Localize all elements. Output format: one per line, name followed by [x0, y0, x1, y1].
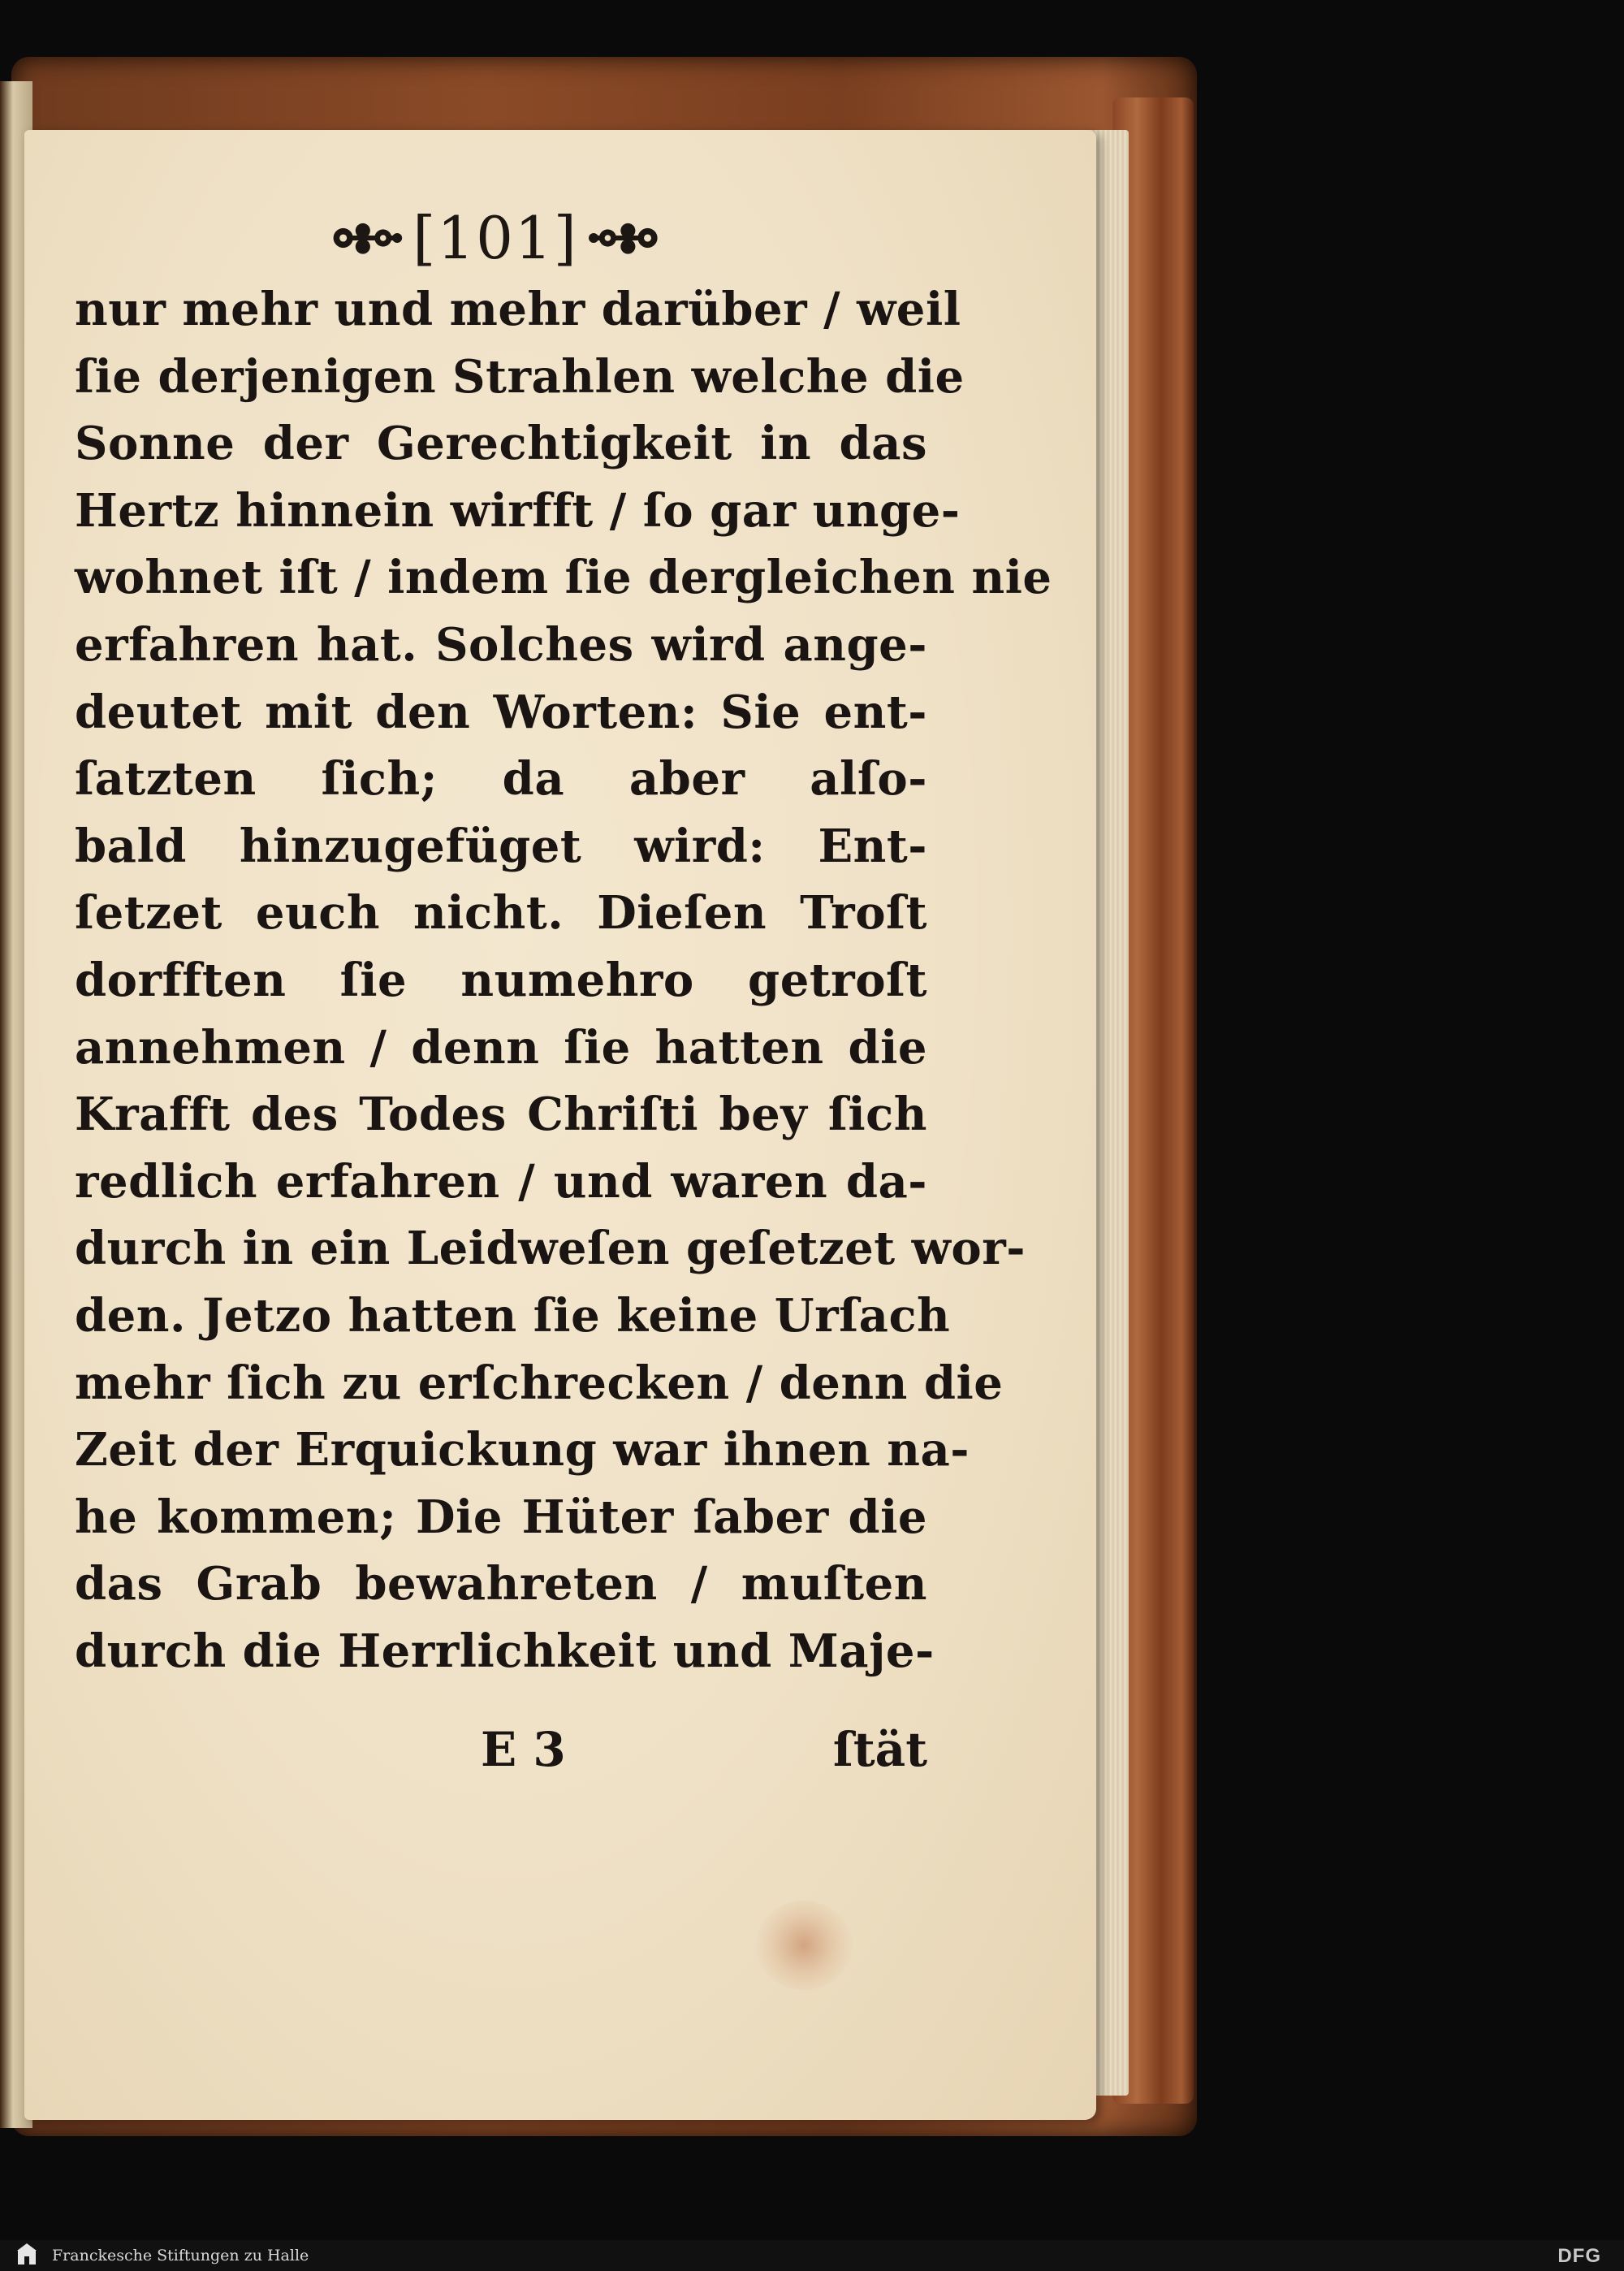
page-number: [101]	[412, 204, 578, 272]
text-line: redlich erfahren / und waren da-	[75, 1154, 927, 1209]
text-line: Hertz hinnein wirfft / ſo gar unge-	[75, 483, 961, 538]
page-header	[325, 193, 666, 283]
text-line: annehmen / denn ſie hatten die	[75, 1020, 927, 1075]
signature-mark: E 3	[481, 1722, 566, 1777]
franckesche-stiftungen-logo-icon	[16, 2243, 37, 2268]
ornament-right-icon	[586, 205, 666, 270]
text-line: das Grab bewahreten / muſten	[75, 1557, 927, 1611]
body-text	[75, 276, 1052, 1685]
text-line: durch die Herrlichkeit und Maje-	[75, 1624, 935, 1678]
text-line: den. Jetzo hatten ſie keine Urſach	[75, 1288, 951, 1343]
text-line: wohnet iſt / indem ſie dergleichen nie	[75, 551, 1052, 605]
text-line: deutet mit den Worten: Sie ent-	[75, 685, 927, 739]
text-line: dorfften ſie numehro getroſt	[75, 953, 927, 1007]
text-line: ſie derjenigen Strahlen welche die	[75, 349, 965, 404]
text-line: he kommen; Die Hüter ſaber die	[75, 1490, 927, 1544]
viewer-footer-bar	[0, 2240, 1624, 2271]
text-line: bald hinzugefüget wird: Ent-	[75, 819, 927, 873]
paper-stain	[755, 1901, 853, 1990]
text-line: Krafft des Todes Chriſti bey ſich	[75, 1088, 927, 1142]
text-line: ſatzten ſich; da aber alſo-	[75, 752, 927, 807]
catchword: ſtät	[832, 1722, 927, 1777]
ornament-left-icon	[325, 205, 404, 270]
text-line: Zeit der Erquickung war ihnen na-	[75, 1423, 970, 1477]
text-line: erfahren hat. Solches wird ange-	[75, 617, 927, 672]
page-footer	[75, 1722, 927, 1795]
dfg-logo: DFG	[1557, 2245, 1601, 2267]
text-line: durch in ein Leidweſen geſetzet wor-	[75, 1222, 1026, 1276]
text-line: nur mehr und mehr darüber / weil	[75, 283, 961, 336]
text-line: mehr ſich zu erſchrecken / denn die	[75, 1356, 1004, 1410]
text-line: ſetzet euch nicht. Dieſen Troſt	[75, 886, 927, 941]
text-line: Sonne der Gerechtigkeit in das	[75, 417, 927, 471]
institution-name: Franckesche Stiftungen zu Halle	[52, 2247, 309, 2265]
